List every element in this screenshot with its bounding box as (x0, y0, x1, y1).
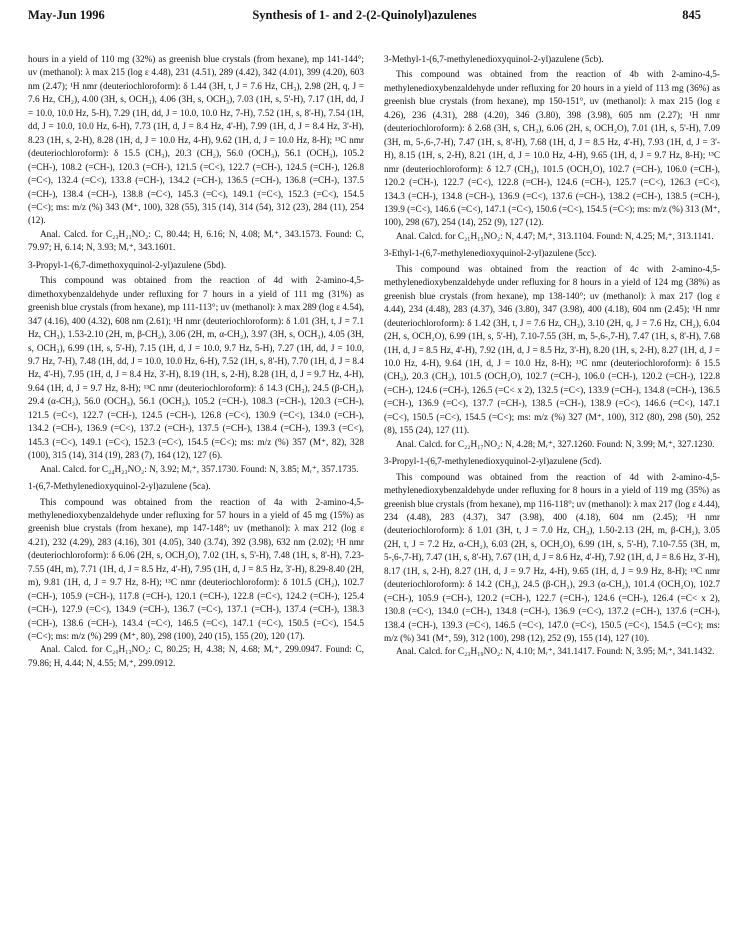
running-title: Synthesis of 1- and 2-(2-Quinolyl)azulenes (252, 8, 477, 22)
page-number: 845 (682, 8, 701, 22)
compound-5cd-data: This compound was obtained from the reaction of 4d with 2-amino-4,5-methylenedioxybenzaldehyde under refluxing for 8 hours in a yield of 119 mg (35%) as greenish blue crystals (from hexane), mp 116-118°; uv (methanol): λ max 217 (log ε 4.44), 234 (4.48), 283 (4.37), 347 (3.98), 400 (4.18), 604 nm (2.45); ¹H nmr (deuteriochloroform): δ 1.01 (3H, t, J = 7.0 Hz, CH₃), 1.50-2.13 (2H, m, β-CH₂), 3.05 (2H, t, J = 7.2 Hz, α-CH₂), 6.03 (2H, s, OCH₂O), 6.99 (1H, s, 5'-H), 7.10-7.55 (3H, m, 5-,6-,7-H), 7.47 (1H, s, 8'-H), 7.67 (1H, d, J = 8.6 Hz, 4'-H), 7.92 (1H, d, J = 8.6 Hz, 3'-H), 8.17 (1H, s, 2-H), 8.27 (1H, d, J = 9.7 Hz, 4-H), 9.65 (1H, d, J = 9.9 Hz, 8-H); ¹³C nmr (deuteriochloroform): δ 14.2 (CH₃), 24.5 (β-CH₂), 29.3 (α-CH₂), 101.4 (OCH₂O), 102.7 (=CH-), 105.9 (=CH-), 120.2 (=CH-), 122.7 (=CH-), 124.6 (=CH-), 126.4 (=C< x 2), 130.8 (=C<), 134.0 (=CH-), 134.8 (=CH-), 136.9 (=C<), 137.2 (=CH-), 137.6 (=CH-), 138.4 (=CH-), 139.3 (=C<), 146.5 (=C<), 147.0 (=C<), 150.5 (=C<), 154.5 (=C<); ms: m/z (%) 341 (M⁺, 59), 312 (100), 298 (12), 252 (9), 155 (14), 127 (10). (384, 472, 720, 645)
compound-5bd-data: This compound was obtained from the reaction of 4d with 2-amino-4,5-dimethoxybenzaldehyde under refluxing for 7 hours in a yield of 111 mg (31%) as greenish blue crystals (from hexane), mp 111-113°; uv (methanol): λ max 289 (log ε 4.54), 347 (4.16), 400 (4.32), 608 nm (2.61); ¹H nmr (deuteriochloroform): δ 1.01 (3H, t, J = 7.1 Hz, CH₃), 1.53-2.10 (2H, m, β-CH₂), 3.06 (2H, m, α-CH₂), 3.97 (3H, s, OCH₃), 4.05 (3H, s, OCH₃), 6.99 (1H, s, 5'-H), 7.15 (1H, d, J = 10.0, 9.7 Hz, 5-H), 7.27 (1H, dd, J = 10.0, 9.7 Hz, 7-H), 7.48 (1H, dd, J = 10.0, 10.0 Hz, 6-H), 7.52 (1H, s, 8'-H), 7.70 (1H, d, J = 8.4 Hz, 4'-H), 7.95 (1H, d, J = 8.4 Hz, 3'-H), 8.19 (1H, s, 2-H), 8.28 (1H, d, J = 9.7 Hz, 4-H), 9.64 (1H, d, J = 9.7 Hz, 8-H); ¹³C nmr (deuteriochloroform): δ 14.3 (CH₃), 24.5 (β-CH₂), 29.4 (α-CH₂), 56.0 (OCH₃), 56.1 (OCH₃), 105.2 (=CH-), 108.3 (=CH-), 120.3 (=CH-), 121.5 (=C<), 122.7 (=CH-), 124.5 (=CH-), 126.8 (=C<), 130.9 (=C<), 134.0 (=CH-), 134.2 (=CH-), 136.9 (=C<), 137.2 (=CH-), 137.5 (=CH-), 138.4 (=CH-), 139.3 (=C<), 145.3 (=C<), 149.1 (=C<), 152.3 (=C<), 154.5 (=C<); ms: m/z (%) 357 (M⁺, 82), 328 (100), 315 (14), 314 (19), 283 (7), 164 (12), 127 (6). (28, 276, 364, 462)
compound-5ca-heading: 1-(6,7-Methylenedioxyquinol-2-yl)azulene (5ca). (28, 482, 211, 493)
compound-5cb-analysis: Anal. Calcd. for C₂₁H₁₅NO₂: N, 4.47; Mᵣ⁺, 313.1104. Found: N, 4.25; Mᵣ⁺, 313.1141. (396, 231, 714, 242)
left-column (28, 54, 364, 671)
compound-5cb-heading: 3-Methyl-1-(6,7-methylenedioxyquinol-2-yl)azulene (5cb). (384, 55, 604, 65)
journal-issue: May-Jun 1996 (28, 8, 105, 22)
compound-5bd-heading: 3-Propyl-1-(6,7-dimethoxyquinol-2-yl)azulene (5bd). (28, 260, 227, 271)
compound-5cc-analysis: Anal. Calcd. for C₂₂H₁₇NO₂: N, 4.28; Mᵣ⁺, 327.1260. Found: N, 3.99; Mᵣ⁺, 327.1230. (396, 439, 715, 450)
compound-5bc-analysis: Anal. Calcd. for C₂₃H₂₁NO₂: C, 80.44; H, 6.16; N, 4.08; Mᵣ⁺, 343.1573. Found: C, 79.97; H, 6.14; N, 3.93; Mᵣ⁺, 343.1601. (28, 229, 364, 254)
compound-5bd-analysis: Anal. Calcd. for C₂₄H₂₃NO₂: N, 3.92; Mᵣ⁺, 357.1730. Found: N, 3.85; Mᵣ⁺, 357.1735. (40, 464, 359, 475)
compound-5cb-data: This compound was obtained from the reaction of 4b with 2-amino-4,5-methylenedioxybenzaldehyde under refluxing for 20 hours in a yield of 113 mg (36%) as greenish blue crystals (from hexane), mp 150-151°, uv (methanol): λ max 215 (log ε 4.26), 236 (4.31), 288 (4.20), 346 (3.80), 398 (3.98), 605 nm (2.27); ¹H nmr (deuteriochloroform): δ 2.68 (3H, s, CH₃), 6.06 (2H, s, OCH₂O), 7.01 (1H, s, 5'-H), 7.09 (3H, m, 5-,6-,7-H), 7.47 (1H, s, 8'-H), 7.68 (1H, d, J = 8.5 Hz, 4'-H), 7.93 (1H, d, J = 3'-H), 8.15 (1H, s, 2-H), 8.21 (1H, d, J = 10.0 Hz, 4-H), 9.65 (1H, d, J = 9.7 Hz, 8-H); ¹³C nmr (deuteriochloroform): δ 12.7 (CH₃), 101.5 (OCH₂O), 102.7 (=CH-), 106.0 (=CH-), 120.2 (=CH-), 122.7 (=C<), 122.8 (=CH-), 124.6 (=CH-), 125.7 (=C<), 126.3 (=C<), 134.3 (=CH-), 134.8 (=CH-), 136.9 (=C<), 137.6 (=CH-), 138.2 (=CH-), 138.5 (=CH-), 139.9 (=C<), 146.6 (=C<), 147.1 (=C<), 150.6 (=C<), 154.5 (=C<); ms: m/z (%) 313 (M⁺, 100), 298 (67), 254 (14), 252 (9), 127 (12). (384, 70, 720, 229)
compound-5cc-heading: 3-Ethyl-1-(6,7-methylenedioxyquinol-2-yl)azulene (5cc). (384, 249, 597, 260)
right-column (384, 54, 720, 660)
compound-5ca-data: This compound was obtained from the reaction of 4a with 2-amino-4,5-methylenedioxybenzaldehyde under refluxing for 57 hours in a yield of 45 mg (15%) as greenish blue crystals (from hexane), mp 147-148°; uv (methanol): λ max 212 (log ε 4.21), 232 (4.29), 283 (4.16), 301 (4.05), 340 (3.74), 392 (3.98), 632 nm (2.02); ¹H nmr (deuteriochloroform): δ 6.06 (2H, s, OCH₂O), 7.02 (1H, s, 5'-H), 7.48 (1H, s, 8'-H), 7.23-7.55 (4H, m), 7.71 (1H, d, J = 8.5 Hz, 4'-H), 7.95 (1H, d, J = 8.5 Hz, 3'-H), 8.29-8.40 (2H, m), 9.81 (1H, d, J = 9.7 Hz, 8-H); ¹³C nmr (deuteriochloroform): δ 101.5 (CH₂), 102.7 (=CH-), 105.9 (=CH-), 117.8 (=CH-), 120.1 (=CH-), 122.8 (=C<), 124.2 (=CH-), 125.4 (=CH-), 127.9 (=C<), 134.9 (=CH-), 136.7 (=C<), 137.1 (=CH-), 137.4 (=CH-), 138.3 (=CH-), 138.6 (=CH-), 143.4 (=C<), 146.5 (=C<), 147.1 (=C<), 150.5 (=C<), 154.5 (=C<); ms: m/z (%) 299 (M⁺, 80), 298 (100), 240 (15), 155 (20), 120 (17). (28, 497, 364, 643)
compound-5bc-data: hours in a yield of 110 mg (32%) as greenish blue crystals (from hexane), mp 141-144°; uv (methanol): λ max 215 (log ε 4.48), 231 (4.51), 289 (4.42), 342 (4.01), 399 (4.20), 603 nm (2.47); ¹H nmr (deuteriochloroform): δ 1.44 (3H, t, J = 7.6 Hz, CH₃), 2.98 (2H, q, J = 7.6 Hz, CH₂), 4.00 (3H, s, OCH₃), 4.06 (3H, s, OCH₃), 7.03 (1H, s, 5'-H), 7.17 (1H, dd, J = 10.0, 10.0 Hz, 5-H), 7.29 (1H, dd, J = 10.0, 10.0 Hz, 7-H), 7.52 (1H, s, 8'-H), 7.54 (1H, dd, J = 10.0, 10.0 Hz, 6-H), 7.73 (1H, d, J = 8.4 Hz, 4'-H), 7.99 (1H, d, J = 8.4 Hz, 3'-H), 8.23 (1H, s, 2-H), 8.28 (1H, d, J = 10.0 Hz, 4-H), 9.62 (1H, d, J = 10.0 Hz, 8-H); ¹³C nmr (deuteriochloroform): δ 15.5 (CH₃), 20.3 (CH₂), 56.0 (OCH₃), 56.1 (OCH₃), 105.2 (=CH-), 108.2 (=CH-), 120.3 (=CH-), 121.5 (=C<), 122.7 (=CH-), 124.5 (=CH-), 126.8 (=C<), 132.4 (=C<), 133.8 (=CH-), 134.2 (=CH-), 136.5 (=CH-), 136.8 (=CH-), 137.5 (=CH-), 138.4 (=CH-), 138.8 (=C<), 145.3 (=C<), 149.1 (=C<), 152.3 (=C<), 154.5 (=C<); ms: m/z (%) 343 (M⁺, 100), 328 (55), 315 (14), 314 (54), 312 (23), 284 (11), 254 (12). (28, 55, 364, 227)
running-header (28, 6, 701, 28)
compound-5cd-analysis: Anal. Calcd. for C₂₃H₁₉NO₂: N, 4.10; Mᵣ⁺, 341.1417. Found: N, 3.95; Mᵣ⁺, 341.1432. (396, 647, 715, 658)
compound-5cd-heading: 3-Propyl-1-(6,7-methylenedioxyquinol-2-yl)azulene (5cd). (384, 457, 602, 468)
compound-5ca-analysis: Anal. Calcd. for C₂₀H₁₃NO₂: C, 80.25; H, 4.38; N, 4.68; Mᵣ⁺, 299.0947. Found: C, 79.86; H, 4.44; N, 4.55; Mᵣ⁺, 299.0912. (28, 645, 364, 669)
compound-5cc-data: This compound was obtained from the reaction of 4c with 2-amino-4,5-methylenedioxybenzaldehyde under refluxing for 8 hours in a yield of 124 mg (38%) as greenish blue crystals (from hexane), mp 138-140°; uv (methanol): λ max 217 (log ε 4.44), 234 (4.48), 283 (4.37), 346 (3.80), 347 (3.98), 400 (4.18), 604 nm (2.45); ¹H nmr (deuteriochloroform): δ 1.42 (3H, t, J = 7.6 Hz, CH₃), 3.10 (2H, q, J = 7.6 Hz, CH₂), 6.04 (2H, s, OCH₂O), 6.99 (1H, s, 5'-H), 7.10-7.55 (3H, m, 5-,6-,7-H), 7.47 (1H, s, 8'-H), 7.68 (1H, d, J = 8.5 Hz, 4'-H), 7.92 (1H, d, J = 8.5 Hz, 3'-H), 8.20 (1H, s, 2-H), 8.27 (1H, d, J = 10.0 Hz, 4-H), 9.64 (1H, d, J = 10.0 Hz, 8-H); ¹³C nmr (deuteriochloroform): δ 15.5 (CH₃), 20.3 (CH₂), 101.5 (OCH₂O), 102.7 (=CH-), 106.0 (=CH-), 120.2 (=CH-), 122.8 (=CH-), 124.6 (=CH-), 126.5 (=C< x 2), 132.5 (=C<), 133.9 (=CH-), 134.8 (=CH-), 136.5 (=CH-), 136.9 (=C<), 137.7 (=CH-), 138.5 (=CH-), 138.9 (=C<), 146.6 (=C<), 147.1 (=C<), 150.5 (=C<), 154.5 (=C<); ms: m/z (%) 327 (M⁺, 100), 312 (80), 298 (50), 252 (8), 155 (24), 127 (11). (384, 264, 720, 437)
